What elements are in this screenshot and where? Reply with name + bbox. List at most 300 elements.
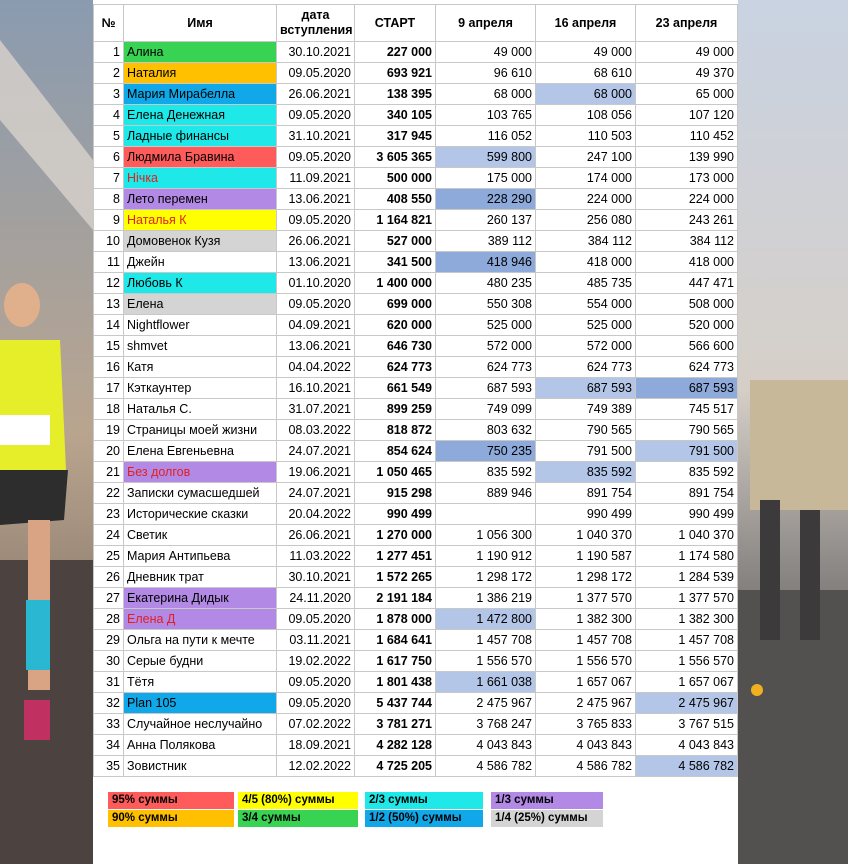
join-date-cell: 04.04.2022	[277, 357, 355, 378]
start-amount-cell: 915 298	[355, 483, 436, 504]
start-amount-cell: 4 725 205	[355, 756, 436, 777]
week-3-cell: 1 382 300	[636, 609, 738, 630]
join-date-cell: 01.10.2020	[277, 273, 355, 294]
join-date-cell: 20.04.2022	[277, 504, 355, 525]
header-week-3: 23 апреля	[636, 5, 738, 42]
week-2-cell: 49 000	[536, 42, 636, 63]
name-cell: Случайное неслучайно	[124, 714, 277, 735]
table-row	[94, 546, 738, 567]
table-row	[94, 126, 738, 147]
name-cell: Нічка	[124, 168, 277, 189]
week-3-cell: 243 261	[636, 210, 738, 231]
week-1-cell: 550 308	[436, 294, 536, 315]
start-amount-cell: 646 730	[355, 336, 436, 357]
legend-red: 95% суммы	[108, 792, 234, 809]
row-number-cell: 20	[94, 441, 124, 462]
start-amount-cell: 818 872	[355, 420, 436, 441]
join-date-cell: 09.05.2020	[277, 105, 355, 126]
week-2-cell: 247 100	[536, 147, 636, 168]
name-cell: Елена Денежная	[124, 105, 277, 126]
start-amount-cell: 661 549	[355, 378, 436, 399]
start-amount-cell: 1 572 265	[355, 567, 436, 588]
week-3-cell: 447 471	[636, 273, 738, 294]
table-row	[94, 231, 738, 252]
week-2-cell: 1 190 587	[536, 546, 636, 567]
week-3-cell: 1 174 580	[636, 546, 738, 567]
row-number-cell: 19	[94, 420, 124, 441]
week-1-cell: 103 765	[436, 105, 536, 126]
week-1-cell: 4 586 782	[436, 756, 536, 777]
week-1-cell: 624 773	[436, 357, 536, 378]
table-row	[94, 336, 738, 357]
week-3-cell: 110 452	[636, 126, 738, 147]
table-row	[94, 588, 738, 609]
week-3-cell: 65 000	[636, 84, 738, 105]
join-date-cell: 12.02.2022	[277, 756, 355, 777]
start-amount-cell: 990 499	[355, 504, 436, 525]
table-row	[94, 84, 738, 105]
row-number-cell: 35	[94, 756, 124, 777]
table-row	[94, 630, 738, 651]
week-1-cell: 889 946	[436, 483, 536, 504]
header-date	[277, 5, 355, 42]
name-cell: Plan 105	[124, 693, 277, 714]
week-1-cell: 116 052	[436, 126, 536, 147]
week-2-cell: 835 592	[536, 462, 636, 483]
row-number-cell: 3	[94, 84, 124, 105]
week-3-cell: 566 600	[636, 336, 738, 357]
table-row	[94, 525, 738, 546]
start-amount-cell: 227 000	[355, 42, 436, 63]
join-date-cell: 31.07.2021	[277, 399, 355, 420]
week-2-cell: 108 056	[536, 105, 636, 126]
row-number-cell: 34	[94, 735, 124, 756]
week-1-cell: 260 137	[436, 210, 536, 231]
header-week-2: 16 апреля	[536, 5, 636, 42]
week-2-cell: 418 000	[536, 252, 636, 273]
week-1-cell: 835 592	[436, 462, 536, 483]
row-number-cell: 7	[94, 168, 124, 189]
row-number-cell: 15	[94, 336, 124, 357]
name-cell: Людмила Бравина	[124, 147, 277, 168]
header-num: №	[94, 5, 124, 42]
week-3-cell: 107 120	[636, 105, 738, 126]
week-2-cell: 990 499	[536, 504, 636, 525]
week-2-cell: 749 389	[536, 399, 636, 420]
week-3-cell: 3 767 515	[636, 714, 738, 735]
row-number-cell: 1	[94, 42, 124, 63]
week-2-cell: 1 382 300	[536, 609, 636, 630]
name-cell: Серые будни	[124, 651, 277, 672]
start-amount-cell: 4 282 128	[355, 735, 436, 756]
header-row	[94, 5, 738, 42]
start-amount-cell: 5 437 744	[355, 693, 436, 714]
week-1-cell: 1 386 219	[436, 588, 536, 609]
week-3-cell: 224 000	[636, 189, 738, 210]
week-3-cell: 1 284 539	[636, 567, 738, 588]
start-amount-cell: 341 500	[355, 252, 436, 273]
week-1-cell: 803 632	[436, 420, 536, 441]
week-2-cell: 891 754	[536, 483, 636, 504]
name-cell: Ольга на пути к мечте	[124, 630, 277, 651]
table-row	[94, 441, 738, 462]
join-date-cell: 09.05.2020	[277, 672, 355, 693]
week-2-cell: 68 610	[536, 63, 636, 84]
week-1-cell: 1 661 038	[436, 672, 536, 693]
legend-yellow: 4/5 (80%) суммы	[238, 792, 358, 809]
week-3-cell: 891 754	[636, 483, 738, 504]
join-date-cell: 26.06.2021	[277, 84, 355, 105]
name-cell: Елена Д	[124, 609, 277, 630]
week-1-cell: 687 593	[436, 378, 536, 399]
name-cell: Записки сумасшедшей	[124, 483, 277, 504]
week-3-cell: 520 000	[636, 315, 738, 336]
week-2-cell: 4 586 782	[536, 756, 636, 777]
week-3-cell: 49 000	[636, 42, 738, 63]
week-1-cell: 750 235	[436, 441, 536, 462]
name-cell: Исторические сказки	[124, 504, 277, 525]
start-amount-cell: 138 395	[355, 84, 436, 105]
row-number-cell: 27	[94, 588, 124, 609]
week-1-cell: 49 000	[436, 42, 536, 63]
row-number-cell: 24	[94, 525, 124, 546]
table-row	[94, 462, 738, 483]
week-1-cell: 3 768 247	[436, 714, 536, 735]
row-number-cell: 23	[94, 504, 124, 525]
start-amount-cell: 500 000	[355, 168, 436, 189]
start-amount-cell: 699 000	[355, 294, 436, 315]
week-2-cell: 1 040 370	[536, 525, 636, 546]
join-date-cell: 19.02.2022	[277, 651, 355, 672]
legend-gray: 1/4 (25%) суммы	[491, 810, 603, 827]
table-row	[94, 672, 738, 693]
week-1-cell: 228 290	[436, 189, 536, 210]
week-2-cell: 384 112	[536, 231, 636, 252]
name-cell: Мария Антипьева	[124, 546, 277, 567]
name-cell: Зовистник	[124, 756, 277, 777]
week-1-cell: 175 000	[436, 168, 536, 189]
join-date-cell: 09.05.2020	[277, 609, 355, 630]
name-cell: Любовь К	[124, 273, 277, 294]
start-amount-cell: 1 164 821	[355, 210, 436, 231]
week-2-cell: 1 377 570	[536, 588, 636, 609]
table-row	[94, 756, 738, 777]
join-date-cell: 09.05.2020	[277, 693, 355, 714]
table-row	[94, 651, 738, 672]
week-1-cell: 96 610	[436, 63, 536, 84]
savings-table	[93, 4, 738, 777]
week-1-cell: 480 235	[436, 273, 536, 294]
join-date-cell: 11.03.2022	[277, 546, 355, 567]
join-date-cell: 30.10.2021	[277, 42, 355, 63]
name-cell: Наталья С.	[124, 399, 277, 420]
row-number-cell: 12	[94, 273, 124, 294]
start-amount-cell: 3 781 271	[355, 714, 436, 735]
table-row	[94, 168, 738, 189]
week-1-cell	[436, 504, 536, 525]
row-number-cell: 29	[94, 630, 124, 651]
join-date-cell: 09.05.2020	[277, 147, 355, 168]
table-row	[94, 63, 738, 84]
week-1-cell: 1 472 800	[436, 609, 536, 630]
header-date-line1: дата	[301, 8, 330, 22]
row-number-cell: 10	[94, 231, 124, 252]
table-row	[94, 714, 738, 735]
join-date-cell: 11.09.2021	[277, 168, 355, 189]
name-cell: Анна Полякова	[124, 735, 277, 756]
week-3-cell: 687 593	[636, 378, 738, 399]
join-date-cell: 30.10.2021	[277, 567, 355, 588]
week-1-cell: 1 190 912	[436, 546, 536, 567]
start-amount-cell: 854 624	[355, 441, 436, 462]
start-amount-cell: 1 684 641	[355, 630, 436, 651]
join-date-cell: 26.06.2021	[277, 525, 355, 546]
table-row	[94, 42, 738, 63]
row-number-cell: 9	[94, 210, 124, 231]
table-row	[94, 378, 738, 399]
row-number-cell: 2	[94, 63, 124, 84]
row-number-cell: 33	[94, 714, 124, 735]
table-row	[94, 189, 738, 210]
start-amount-cell: 2 191 184	[355, 588, 436, 609]
week-3-cell: 4 586 782	[636, 756, 738, 777]
name-cell: Екатерина Дидык	[124, 588, 277, 609]
name-cell: Алина	[124, 42, 277, 63]
week-2-cell: 554 000	[536, 294, 636, 315]
start-amount-cell: 340 105	[355, 105, 436, 126]
row-number-cell: 16	[94, 357, 124, 378]
join-date-cell: 13.06.2021	[277, 252, 355, 273]
table-row	[94, 210, 738, 231]
row-number-cell: 18	[94, 399, 124, 420]
week-2-cell: 1 298 172	[536, 567, 636, 588]
name-cell: Nightflower	[124, 315, 277, 336]
week-1-cell: 389 112	[436, 231, 536, 252]
join-date-cell: 13.06.2021	[277, 189, 355, 210]
name-cell: Домовенок Кузя	[124, 231, 277, 252]
row-number-cell: 4	[94, 105, 124, 126]
color-legend	[108, 792, 618, 852]
start-amount-cell: 408 550	[355, 189, 436, 210]
week-3-cell: 990 499	[636, 504, 738, 525]
table-row	[94, 252, 738, 273]
start-amount-cell: 693 921	[355, 63, 436, 84]
week-3-cell: 173 000	[636, 168, 738, 189]
legend-purple: 1/3 суммы	[491, 792, 603, 809]
row-number-cell: 14	[94, 315, 124, 336]
week-2-cell: 4 043 843	[536, 735, 636, 756]
table-row	[94, 483, 738, 504]
week-3-cell: 1 040 370	[636, 525, 738, 546]
week-3-cell: 1 556 570	[636, 651, 738, 672]
legend-blue: 1/2 (50%) суммы	[365, 810, 483, 827]
week-3-cell: 49 370	[636, 63, 738, 84]
row-number-cell: 25	[94, 546, 124, 567]
join-date-cell: 09.05.2020	[277, 294, 355, 315]
week-3-cell: 139 990	[636, 147, 738, 168]
table-row	[94, 357, 738, 378]
week-3-cell: 508 000	[636, 294, 738, 315]
table-row	[94, 567, 738, 588]
name-cell: Елена	[124, 294, 277, 315]
name-cell: Кэткаунтер	[124, 378, 277, 399]
join-date-cell: 24.07.2021	[277, 483, 355, 504]
week-2-cell: 1 457 708	[536, 630, 636, 651]
week-2-cell: 224 000	[536, 189, 636, 210]
week-2-cell: 1 556 570	[536, 651, 636, 672]
join-date-cell: 09.05.2020	[277, 210, 355, 231]
table-row	[94, 504, 738, 525]
header-name: Имя	[124, 5, 277, 42]
week-2-cell: 110 503	[536, 126, 636, 147]
week-3-cell: 1 457 708	[636, 630, 738, 651]
week-2-cell: 790 565	[536, 420, 636, 441]
start-amount-cell: 620 000	[355, 315, 436, 336]
week-2-cell: 687 593	[536, 378, 636, 399]
start-amount-cell: 1 617 750	[355, 651, 436, 672]
start-amount-cell: 527 000	[355, 231, 436, 252]
week-2-cell: 1 657 067	[536, 672, 636, 693]
header-start: СТАРТ	[355, 5, 436, 42]
week-1-cell: 572 000	[436, 336, 536, 357]
legend-cyan: 2/3 суммы	[365, 792, 483, 809]
header-week-1: 9 апреля	[436, 5, 536, 42]
start-amount-cell: 899 259	[355, 399, 436, 420]
legend-green: 3/4 суммы	[238, 810, 358, 827]
row-number-cell: 30	[94, 651, 124, 672]
start-amount-cell: 1 277 451	[355, 546, 436, 567]
week-1-cell: 2 475 967	[436, 693, 536, 714]
week-3-cell: 745 517	[636, 399, 738, 420]
name-cell: Без долгов	[124, 462, 277, 483]
week-3-cell: 835 592	[636, 462, 738, 483]
week-3-cell: 790 565	[636, 420, 738, 441]
table-row	[94, 693, 738, 714]
table-row	[94, 609, 738, 630]
week-2-cell: 68 000	[536, 84, 636, 105]
week-3-cell: 4 043 843	[636, 735, 738, 756]
row-number-cell: 21	[94, 462, 124, 483]
name-cell: Наталия	[124, 63, 277, 84]
week-3-cell: 1 657 067	[636, 672, 738, 693]
name-cell: Катя	[124, 357, 277, 378]
week-1-cell: 68 000	[436, 84, 536, 105]
week-1-cell: 418 946	[436, 252, 536, 273]
week-2-cell: 624 773	[536, 357, 636, 378]
start-amount-cell: 3 605 365	[355, 147, 436, 168]
row-number-cell: 6	[94, 147, 124, 168]
table-row	[94, 315, 738, 336]
row-number-cell: 32	[94, 693, 124, 714]
start-amount-cell: 1 050 465	[355, 462, 436, 483]
week-1-cell: 525 000	[436, 315, 536, 336]
week-1-cell: 1 298 172	[436, 567, 536, 588]
week-1-cell: 1 457 708	[436, 630, 536, 651]
join-date-cell: 24.07.2021	[277, 441, 355, 462]
week-3-cell: 791 500	[636, 441, 738, 462]
week-2-cell: 485 735	[536, 273, 636, 294]
row-number-cell: 26	[94, 567, 124, 588]
name-cell: Наталья К	[124, 210, 277, 231]
spreadsheet	[93, 4, 738, 864]
week-3-cell: 384 112	[636, 231, 738, 252]
join-date-cell: 09.05.2020	[277, 63, 355, 84]
week-3-cell: 2 475 967	[636, 693, 738, 714]
week-3-cell: 1 377 570	[636, 588, 738, 609]
start-amount-cell: 1 270 000	[355, 525, 436, 546]
week-2-cell: 791 500	[536, 441, 636, 462]
name-cell: Страницы моей жизни	[124, 420, 277, 441]
table-row	[94, 420, 738, 441]
table-row	[94, 147, 738, 168]
join-date-cell: 16.10.2021	[277, 378, 355, 399]
row-number-cell: 22	[94, 483, 124, 504]
week-2-cell: 174 000	[536, 168, 636, 189]
start-amount-cell: 624 773	[355, 357, 436, 378]
join-date-cell: 31.10.2021	[277, 126, 355, 147]
join-date-cell: 26.06.2021	[277, 231, 355, 252]
week-2-cell: 256 080	[536, 210, 636, 231]
join-date-cell: 18.09.2021	[277, 735, 355, 756]
start-amount-cell: 1 878 000	[355, 609, 436, 630]
row-number-cell: 5	[94, 126, 124, 147]
week-1-cell: 1 056 300	[436, 525, 536, 546]
week-2-cell: 525 000	[536, 315, 636, 336]
week-1-cell: 1 556 570	[436, 651, 536, 672]
join-date-cell: 08.03.2022	[277, 420, 355, 441]
row-number-cell: 13	[94, 294, 124, 315]
name-cell: Лето перемен	[124, 189, 277, 210]
start-amount-cell: 1 801 438	[355, 672, 436, 693]
table-row	[94, 294, 738, 315]
week-3-cell: 624 773	[636, 357, 738, 378]
table-row	[94, 399, 738, 420]
row-number-cell: 8	[94, 189, 124, 210]
name-cell: shmvet	[124, 336, 277, 357]
start-amount-cell: 317 945	[355, 126, 436, 147]
row-number-cell: 11	[94, 252, 124, 273]
week-3-cell: 418 000	[636, 252, 738, 273]
name-cell: Дневник трат	[124, 567, 277, 588]
join-date-cell: 19.06.2021	[277, 462, 355, 483]
start-amount-cell: 1 400 000	[355, 273, 436, 294]
join-date-cell: 04.09.2021	[277, 315, 355, 336]
table-row	[94, 273, 738, 294]
name-cell: Ладные финансы	[124, 126, 277, 147]
header-date-line2: вступления	[280, 23, 353, 37]
join-date-cell: 24.11.2020	[277, 588, 355, 609]
week-1-cell: 599 800	[436, 147, 536, 168]
week-2-cell: 572 000	[536, 336, 636, 357]
row-number-cell: 17	[94, 378, 124, 399]
name-cell: Тётя	[124, 672, 277, 693]
name-cell: Мария Мирабелла	[124, 84, 277, 105]
join-date-cell: 07.02.2022	[277, 714, 355, 735]
join-date-cell: 13.06.2021	[277, 336, 355, 357]
row-number-cell: 31	[94, 672, 124, 693]
row-number-cell: 28	[94, 609, 124, 630]
legend-orange: 90% суммы	[108, 810, 234, 827]
week-2-cell: 2 475 967	[536, 693, 636, 714]
table-row	[94, 105, 738, 126]
name-cell: Светик	[124, 525, 277, 546]
name-cell: Джейн	[124, 252, 277, 273]
table-row	[94, 735, 738, 756]
join-date-cell: 03.11.2021	[277, 630, 355, 651]
week-1-cell: 749 099	[436, 399, 536, 420]
name-cell: Елена Евгеньевна	[124, 441, 277, 462]
week-2-cell: 3 765 833	[536, 714, 636, 735]
